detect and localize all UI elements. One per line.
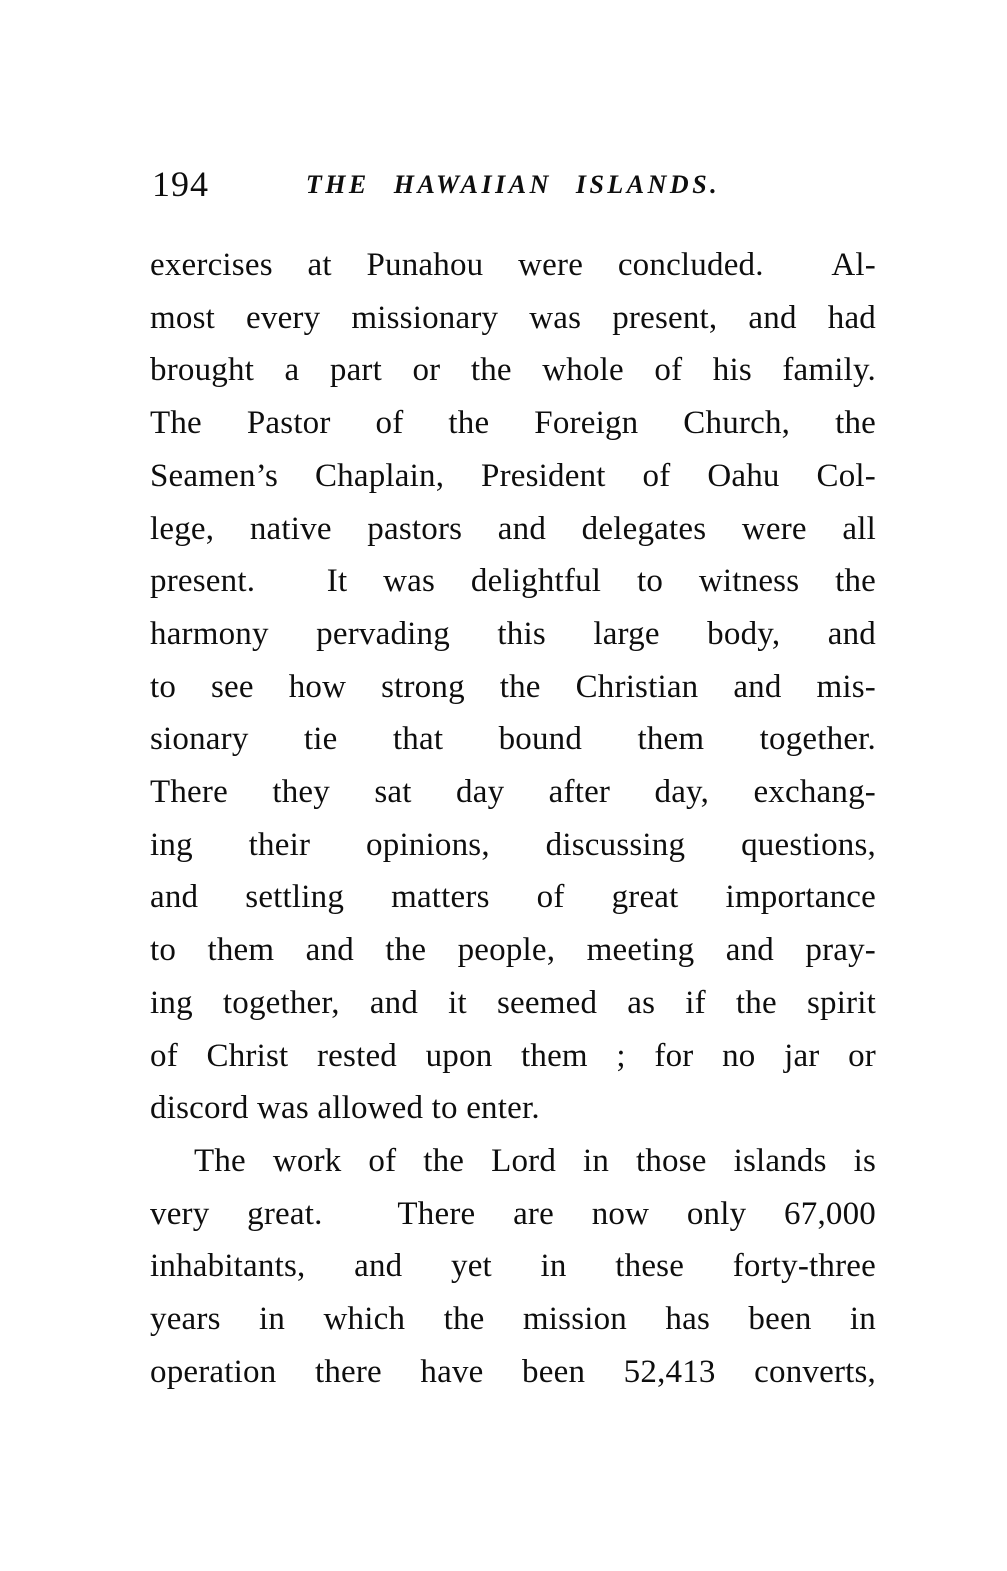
text-line: and settling matters of great importance xyxy=(150,879,876,916)
running-head xyxy=(150,166,876,206)
page-number: 194 xyxy=(152,164,209,204)
text-line: harmony pervading this large body, and xyxy=(150,615,876,652)
text-line: discord was allowed to enter. xyxy=(150,1090,540,1127)
text-line: ing their opinions, discussing questions, xyxy=(150,826,876,863)
text-line: Seamen’s Chaplain, President of Oahu Col- xyxy=(150,457,876,494)
text-line: exercises at Punahou were concluded. Al- xyxy=(150,247,876,283)
text-line: brought a part or the whole of his family. xyxy=(150,352,876,389)
paragraph xyxy=(150,239,876,1135)
paragraph xyxy=(150,1135,876,1399)
text-line: to them and the people, meeting and pray- xyxy=(150,932,876,969)
text-line: most every missionary was present, and had xyxy=(150,299,876,336)
text-line: ing together, and it seemed as if the spirit xyxy=(150,984,876,1021)
text-line: years in which the mission has been in xyxy=(150,1301,876,1338)
text-line: There they sat day after day, exchang- xyxy=(150,774,876,811)
text-line: operation there have been 52,413 converts, xyxy=(150,1353,876,1390)
text-line: of Christ rested upon them ; for no jar or xyxy=(150,1037,876,1074)
text-block xyxy=(150,239,876,1398)
text-line: present. It was delightful to witness the xyxy=(150,563,876,600)
text-line: sionary tie that bound them together. xyxy=(150,721,876,758)
text-line: to see how strong the Christian and mis- xyxy=(150,668,876,705)
text-line: inhabitants, and yet in these forty-three xyxy=(150,1248,876,1285)
text-line: The work of the Lord in those islands is xyxy=(194,1142,876,1179)
running-title: THE HAWAIIAN ISLANDS. xyxy=(305,170,721,199)
text-line: The Pastor of the Foreign Church, the xyxy=(150,405,876,442)
text-line: lege, native pastors and delegates were all xyxy=(150,510,876,547)
text-line: very great. There are now only 67,000 xyxy=(150,1195,876,1232)
